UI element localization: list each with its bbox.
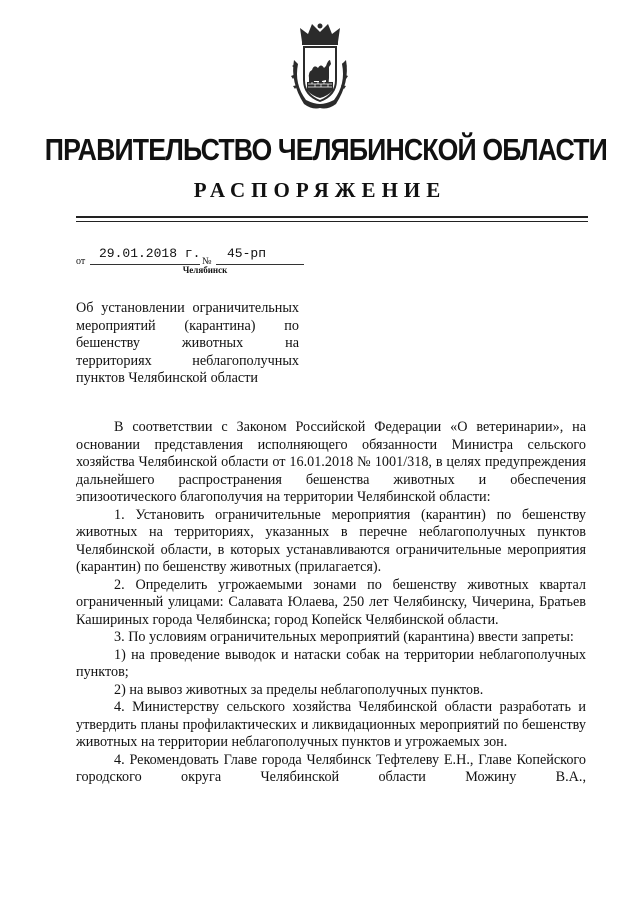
header-divider-thick bbox=[76, 216, 588, 218]
subject-line: Об установлении ограничительных bbox=[76, 300, 299, 316]
body-paragraph-item-3-1: 1) на проведение выводок и натаски собак на территории неблагополучных пунктов; bbox=[76, 646, 586, 680]
date-value: 29.01.2018 г. bbox=[99, 246, 201, 261]
number-value: 45-рп bbox=[227, 246, 267, 261]
body-paragraph-item-4b: 4. Рекомендовать Главе города Челябинск Тефтелеву Е.Н., Главе Копейского городского округа Челябинской области Можину В.А., bbox=[76, 751, 586, 785]
subject-line: пунктов Челябинской области bbox=[76, 370, 258, 386]
coat-of-arms-icon bbox=[288, 20, 352, 112]
document-type: РАСПОРЯЖЕНИЕ bbox=[193, 178, 447, 202]
subject-line: территориях неблагополучных bbox=[76, 352, 299, 369]
subject-line: мероприятий (карантина) по bbox=[76, 317, 299, 334]
header-divider-thin bbox=[76, 221, 588, 222]
number-label: № bbox=[202, 256, 212, 267]
body-paragraph-item-1: 1. Установить ограничительные мероприятия (карантин) по бешенству животных на территориях, указанных в перечне неблагополучных пунктов Челябинской области, в которых устанавливаются ограничительные мероприятия (карантин) по бешенству животных (прилагается). bbox=[76, 506, 586, 575]
organization-title: ПРАВИТЕЛЬСТВО ЧЕЛЯБИНСКОЙ ОБЛАСТИ bbox=[44, 132, 607, 167]
body-paragraph-item-3-2: 2) на вывоз животных за пределы неблагополучных пунктов. bbox=[114, 681, 484, 698]
body-paragraph-preamble: В соответствии с Законом Российской Федерации «О ветеринарии», на основании представления исполняющего обязанности Министра сельского хозяйства Челябинской области от 16.01.2018 № 1001/318, в целях предупреждения дальнейшего распространения бешенства животных и обеспечения эпизоотического благополучия на территории Челябинской области: bbox=[76, 419, 586, 505]
subject-line: бешенству животных на bbox=[76, 335, 299, 351]
document-body bbox=[76, 419, 586, 787]
city-label: Челябинск bbox=[182, 265, 228, 275]
body-paragraph-item-4: 4. Министерству сельского хозяйства Челябинской области разработать и утвердить планы профилактических и ликвидационных мероприятий по бешенству животных на территории неблагополучных пунктов и угрожаемых зон. bbox=[76, 699, 586, 750]
body-paragraph-item-3: 3. По условиям ограничительных мероприятий (карантина) ввести запреты: bbox=[114, 629, 574, 645]
body-paragraph-item-2: 2. Определить угрожаемыми зонами по бешенству животных квартал ограниченный улицами: Салавата Юлаева, 250 лет Челябинску, Чичерина, Братьев Кашириных города Челябинска; город Копейск Челябинской области. bbox=[76, 576, 586, 628]
date-label: от bbox=[76, 256, 86, 267]
document-subject bbox=[76, 300, 299, 388]
